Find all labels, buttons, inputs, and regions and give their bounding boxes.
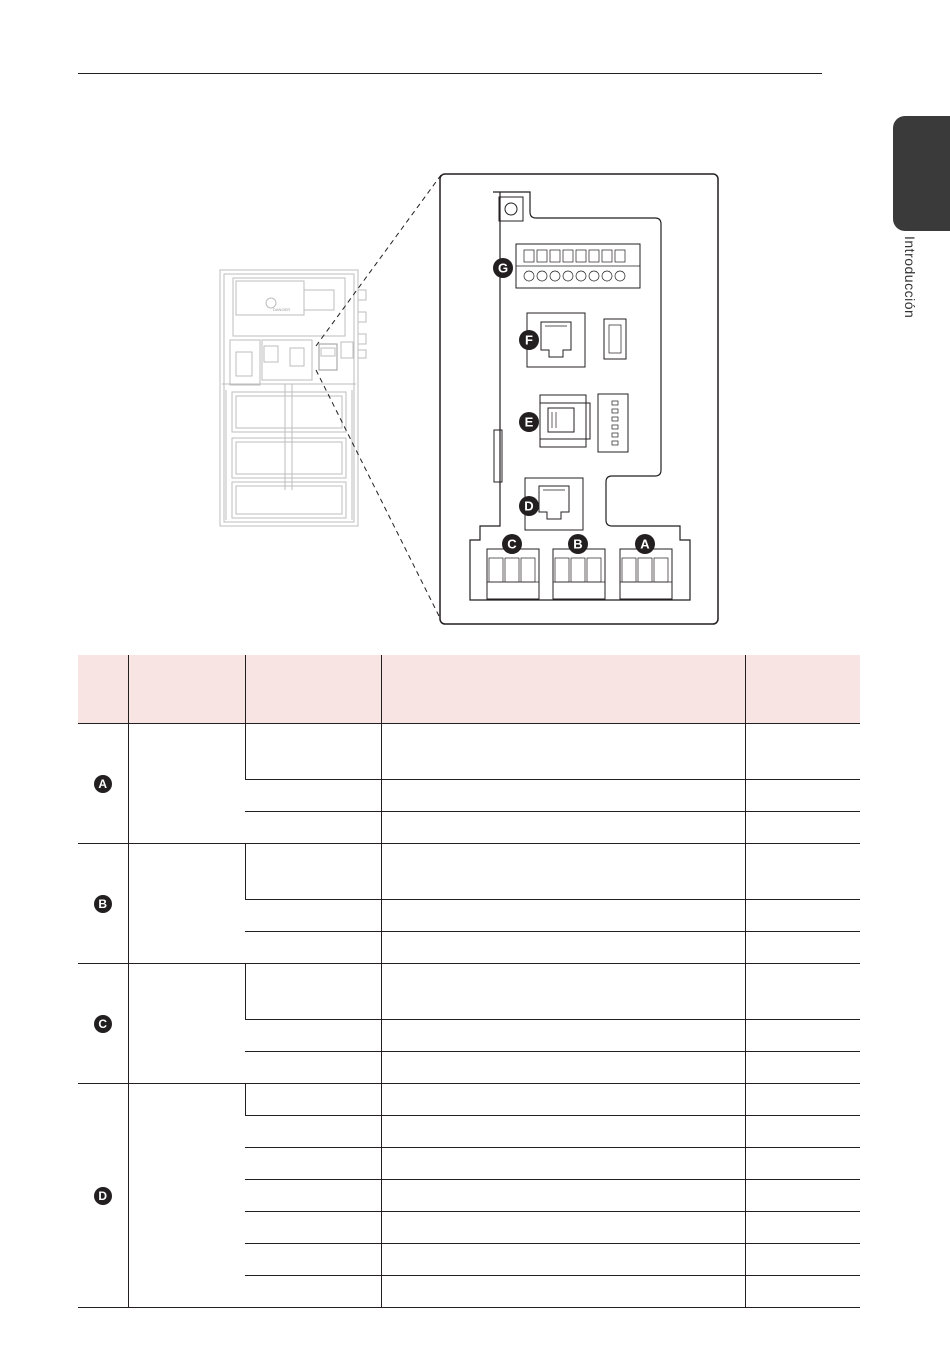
badge-c: C [94,1015,112,1033]
table-cell [245,844,381,900]
table-cell [745,812,860,844]
table-cell [245,1116,381,1148]
table-cell [245,900,381,932]
badge-b: B [94,895,112,913]
table-row [78,724,860,780]
header-cell [381,655,745,724]
table-row [78,964,860,1020]
table-cell [245,932,381,964]
zoom-line-bottom [316,370,441,620]
table-cell [745,1180,860,1212]
table-cell [245,1180,381,1212]
table-cell [128,964,245,1084]
table-cell [745,1052,860,1084]
table-cell [381,1276,745,1308]
table-row [78,1084,860,1116]
svg-text:B: B [573,536,583,552]
table-cell [745,932,860,964]
table-cell [745,724,860,780]
table-cell [745,1116,860,1148]
header-cell [245,655,381,724]
table-cell [245,724,381,780]
table-cell [381,1084,745,1116]
table-cell [745,1148,860,1180]
danger-label: DANGER [273,307,291,312]
svg-text:E: E [524,414,534,430]
table-cell [381,812,745,844]
header-cell [745,655,860,724]
svg-text:A: A [640,536,650,552]
table-cell [128,1084,245,1308]
badge-a: A [94,775,112,793]
table-cell [245,964,381,1020]
table-cell [245,1212,381,1244]
table-cell [381,1244,745,1276]
callout-c [502,534,522,554]
callout-d [519,496,539,516]
svg-text:G: G [497,260,509,276]
table-cell [381,1052,745,1084]
callout-f [519,330,539,350]
table-cell [381,1020,745,1052]
group-label-cell [78,964,128,1084]
table-cell [381,1212,745,1244]
group-label-cell [78,1084,128,1308]
table-cell [245,780,381,812]
table-cell [381,964,745,1020]
connection-board-figure [0,0,950,640]
table-cell [381,932,745,964]
callout-a [635,534,655,554]
table-cell [381,1116,745,1148]
table-cell [245,1276,381,1308]
svg-text:D: D [524,498,534,514]
table-cell [381,780,745,812]
table-cell [245,812,381,844]
svg-text:F: F [525,332,533,348]
connection-spec-table [78,655,860,1308]
table-cell [128,724,245,844]
table-cell [745,844,860,900]
badge-d: D [94,1187,112,1205]
table-cell [745,1084,860,1116]
table-cell [745,1212,860,1244]
table-cell [745,964,860,1020]
table-cell [381,844,745,900]
callout-b [568,534,588,554]
table-cell [381,1148,745,1180]
group-label-cell [78,844,128,964]
table-cell [745,1276,860,1308]
table-cell [128,844,245,964]
table-row [78,844,860,900]
callout-g [493,258,513,278]
table-header-row [78,655,860,724]
chapter-tab-label: Introducción [902,236,918,319]
zoom-line-top [316,175,441,346]
table-cell [745,1244,860,1276]
table-cell [245,1244,381,1276]
callout-e [519,412,539,432]
header-cell [128,655,245,724]
svg-text:C: C [507,536,517,552]
table-cell [745,1020,860,1052]
table-cell [381,900,745,932]
table-cell [245,1084,381,1116]
table-cell [245,1052,381,1084]
table-cell [745,900,860,932]
group-label-cell [78,724,128,844]
table-cell [745,780,860,812]
table-cell [381,724,745,780]
table-cell [381,1180,745,1212]
table-cell [245,1148,381,1180]
header-cell [78,655,128,724]
table-cell [245,1020,381,1052]
